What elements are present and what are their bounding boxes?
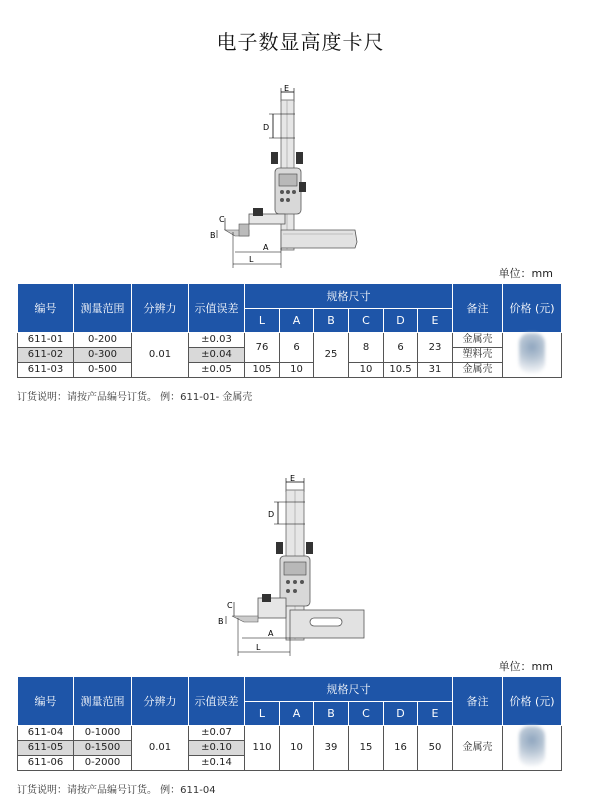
header-code: 编号 [18, 677, 74, 726]
dim-E-label: E [284, 84, 290, 93]
cell-C: 10 [349, 363, 384, 378]
header-D: D [384, 702, 418, 726]
cell-price-obscured [503, 333, 562, 378]
dim-L-label: L [256, 643, 261, 652]
cell-A: 10 [280, 726, 314, 771]
cell-L: 76 [245, 333, 280, 363]
header-E: E [418, 309, 453, 333]
cell-remark: 塑料壳 [453, 348, 503, 363]
header-spec: 规格尺寸 [245, 677, 453, 702]
cell-range: 0-1500 [74, 741, 132, 756]
dim-B-label: B [218, 617, 224, 626]
dim-C-label: C [227, 601, 233, 610]
header-E: E [418, 702, 453, 726]
cell-A: 6 [280, 333, 314, 363]
cell-error: ±0.14 [189, 756, 245, 771]
dim-D-label: D [263, 123, 270, 132]
cell-remark: 金属壳 [453, 333, 503, 348]
header-resolution: 分辨力 [132, 284, 189, 333]
header-C: C [349, 309, 384, 333]
header-error: 示值误差 [189, 284, 245, 333]
order-note-2: 订货说明：请按产品编号订货。 例：611-04 [17, 785, 216, 796]
cell-resolution: 0.01 [132, 333, 189, 378]
height-gauge-diagram-1 [195, 82, 365, 272]
cell-D: 10.5 [384, 363, 418, 378]
cell-code: 611-04 [18, 726, 74, 741]
header-D: D [384, 309, 418, 333]
cell-L: 110 [245, 726, 280, 771]
header-A: A [280, 309, 314, 333]
cell-E: 50 [418, 726, 453, 771]
header-remark: 备注 [453, 677, 503, 726]
dim-E-label: E [290, 474, 296, 483]
header-spec: 规格尺寸 [245, 284, 453, 309]
cell-error: ±0.07 [189, 726, 245, 741]
cell-error: ±0.04 [189, 348, 245, 363]
dim-D-label: D [268, 510, 275, 519]
header-L: L [245, 309, 280, 333]
header-B: B [314, 702, 349, 726]
header-L: L [245, 702, 280, 726]
dim-B-label: B [210, 231, 216, 240]
cell-error: ±0.10 [189, 741, 245, 756]
cell-B: 25 [314, 333, 349, 378]
cell-D: 6 [384, 333, 418, 363]
header-B: B [314, 309, 349, 333]
page-title: 电子数显高度卡尺 [216, 30, 385, 54]
cell-B: 39 [314, 726, 349, 771]
price-blur [519, 726, 545, 766]
cell-resolution: 0.01 [132, 726, 189, 771]
cell-range: 0-200 [74, 333, 132, 348]
header-code: 编号 [18, 284, 74, 333]
cell-C: 8 [349, 333, 384, 363]
spec-table-1 [17, 283, 562, 378]
cell-price-obscured [503, 726, 562, 771]
unit-label-1: 单位：mm [498, 267, 553, 280]
dim-L-label: L [249, 255, 254, 264]
cell-remark: 金属壳 [453, 726, 503, 771]
header-error: 示值误差 [189, 677, 245, 726]
cell-error: ±0.05 [189, 363, 245, 378]
cell-code: 611-06 [18, 756, 74, 771]
header-range: 测量范围 [74, 284, 132, 333]
cell-code: 611-05 [18, 741, 74, 756]
cell-range: 0-500 [74, 363, 132, 378]
header-price: 价格 (元) [503, 284, 562, 333]
cell-range: 0-1000 [74, 726, 132, 741]
cell-A: 10 [280, 363, 314, 378]
header-C: C [349, 702, 384, 726]
dim-A-label: A [268, 629, 274, 638]
dim-A-label: A [263, 243, 269, 252]
header-A: A [280, 702, 314, 726]
cell-E: 31 [418, 363, 453, 378]
cell-remark: 金属壳 [453, 363, 503, 378]
height-gauge-diagram-2 [210, 472, 370, 658]
cell-D: 16 [384, 726, 418, 771]
cell-range: 0-300 [74, 348, 132, 363]
cell-error: ±0.03 [189, 333, 245, 348]
spec-table-2 [17, 676, 562, 771]
dim-C-label: C [219, 215, 225, 224]
cell-range: 0-2000 [74, 756, 132, 771]
cell-code: 611-03 [18, 363, 74, 378]
cell-E: 23 [418, 333, 453, 363]
header-range: 测量范围 [74, 677, 132, 726]
header-price: 价格 (元) [503, 677, 562, 726]
order-note-1: 订货说明：请按产品编号订货。 例：611-01- 金属壳 [17, 392, 253, 403]
price-blur [519, 333, 545, 373]
cell-code: 611-01 [18, 333, 74, 348]
header-resolution: 分辨力 [132, 677, 189, 726]
cell-code: 611-02 [18, 348, 74, 363]
cell-L: 105 [245, 363, 280, 378]
unit-label-2: 单位：mm [498, 660, 553, 673]
header-remark: 备注 [453, 284, 503, 333]
cell-C: 15 [349, 726, 384, 771]
